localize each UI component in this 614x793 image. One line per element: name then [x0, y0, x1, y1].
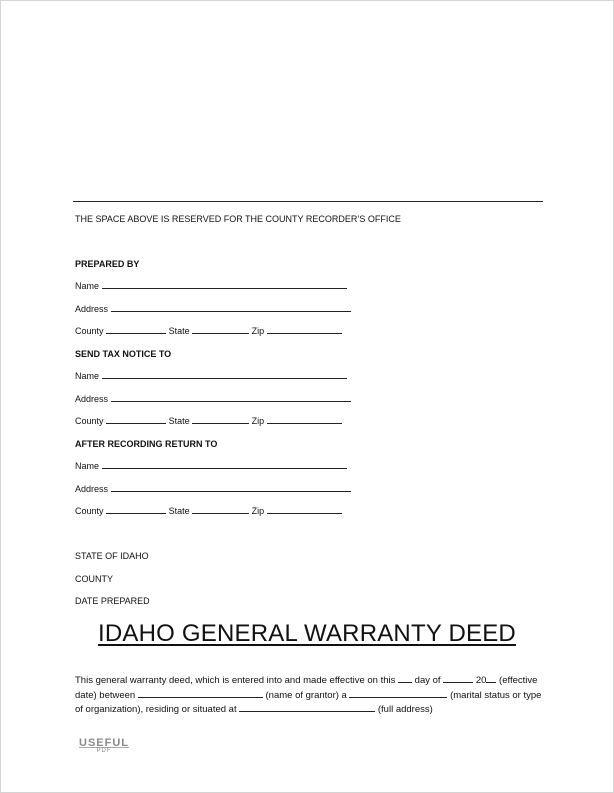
deed-opening-paragraph	[75, 674, 547, 718]
state-label: State	[168, 326, 190, 336]
recorder-space-note: THE SPACE ABOVE IS RESERVED FOR THE COUNTY RECORDER’S OFFICE	[75, 214, 401, 224]
zip-label: Zip	[251, 326, 265, 336]
tax-notice-county-row	[75, 416, 342, 426]
prepared-by-zip-line[interactable]	[267, 326, 342, 334]
prepared-by-county-row	[75, 326, 342, 336]
state-label: State	[168, 506, 190, 516]
prepared-by-county-line[interactable]	[106, 326, 166, 334]
return-to-county-row	[75, 506, 342, 516]
zip-label: Zip	[251, 416, 265, 426]
return-to-county-line[interactable]	[106, 506, 166, 514]
return-to-name-line[interactable]	[102, 461, 347, 469]
body-text-7: (full address)	[377, 704, 433, 715]
body-text-2: day of	[414, 675, 441, 686]
tax-notice-address-row	[75, 394, 351, 404]
useful-pdf-logo	[79, 737, 129, 754]
prepared-by-name-line[interactable]	[102, 281, 347, 289]
county-label: County	[75, 416, 104, 426]
grantor-name-blank[interactable]	[138, 690, 263, 698]
state-label: State	[168, 416, 190, 426]
tax-notice-name-row	[75, 371, 347, 381]
prepared-by-address-row	[75, 304, 351, 314]
section-after-recording: AFTER RECORDING RETURN TO	[75, 439, 218, 449]
name-label: Name	[75, 281, 100, 291]
grantor-status-blank[interactable]	[349, 690, 447, 698]
return-to-address-row	[75, 484, 351, 494]
deed-title: IDAHO GENERAL WARRANTY DEED	[98, 620, 516, 647]
tax-notice-name-line[interactable]	[102, 371, 347, 379]
logo-sub: PDF	[79, 747, 129, 754]
address-label: Address	[75, 304, 109, 314]
county-heading: COUNTY	[75, 574, 113, 584]
address-label: Address	[75, 394, 109, 404]
return-to-state-line[interactable]	[192, 506, 249, 514]
prepared-by-name-row	[75, 281, 347, 291]
state-of-idaho: STATE OF IDAHO	[75, 551, 149, 561]
date-prepared: DATE PREPARED	[75, 596, 150, 606]
grantor-address-blank[interactable]	[239, 704, 375, 712]
day-blank[interactable]	[398, 675, 412, 683]
tax-notice-county-line[interactable]	[106, 416, 166, 424]
name-label: Name	[75, 371, 100, 381]
section-send-tax-notice: SEND TAX NOTICE TO	[75, 349, 172, 359]
body-text-1: This general warranty deed, which is entered into and made effective on this	[75, 675, 396, 686]
zip-label: Zip	[251, 506, 265, 516]
return-to-name-row	[75, 461, 347, 471]
year-blank[interactable]	[486, 675, 496, 683]
recorder-space-divider	[73, 201, 543, 202]
body-text-3: 20	[475, 675, 487, 686]
logo-brand: USEFUL	[79, 737, 129, 749]
body-text-5: (name of grantor) a	[265, 689, 347, 701]
tax-notice-address-line[interactable]	[111, 394, 351, 402]
name-label: Name	[75, 461, 100, 471]
prepared-by-state-line[interactable]	[192, 326, 249, 334]
county-label: County	[75, 326, 104, 336]
return-to-address-line[interactable]	[111, 484, 351, 492]
body-text-6: (marital status or type of organization), residing or situated at	[75, 689, 542, 715]
county-label: County	[75, 506, 104, 516]
tax-notice-zip-line[interactable]	[267, 416, 342, 424]
address-label: Address	[75, 484, 109, 494]
tax-notice-state-line[interactable]	[192, 416, 249, 424]
return-to-zip-line[interactable]	[267, 506, 342, 514]
prepared-by-address-line[interactable]	[111, 304, 351, 312]
body-text-4: (effective date) between	[75, 675, 538, 701]
section-prepared-by: PREPARED BY	[75, 259, 140, 269]
month-blank[interactable]	[443, 675, 473, 683]
